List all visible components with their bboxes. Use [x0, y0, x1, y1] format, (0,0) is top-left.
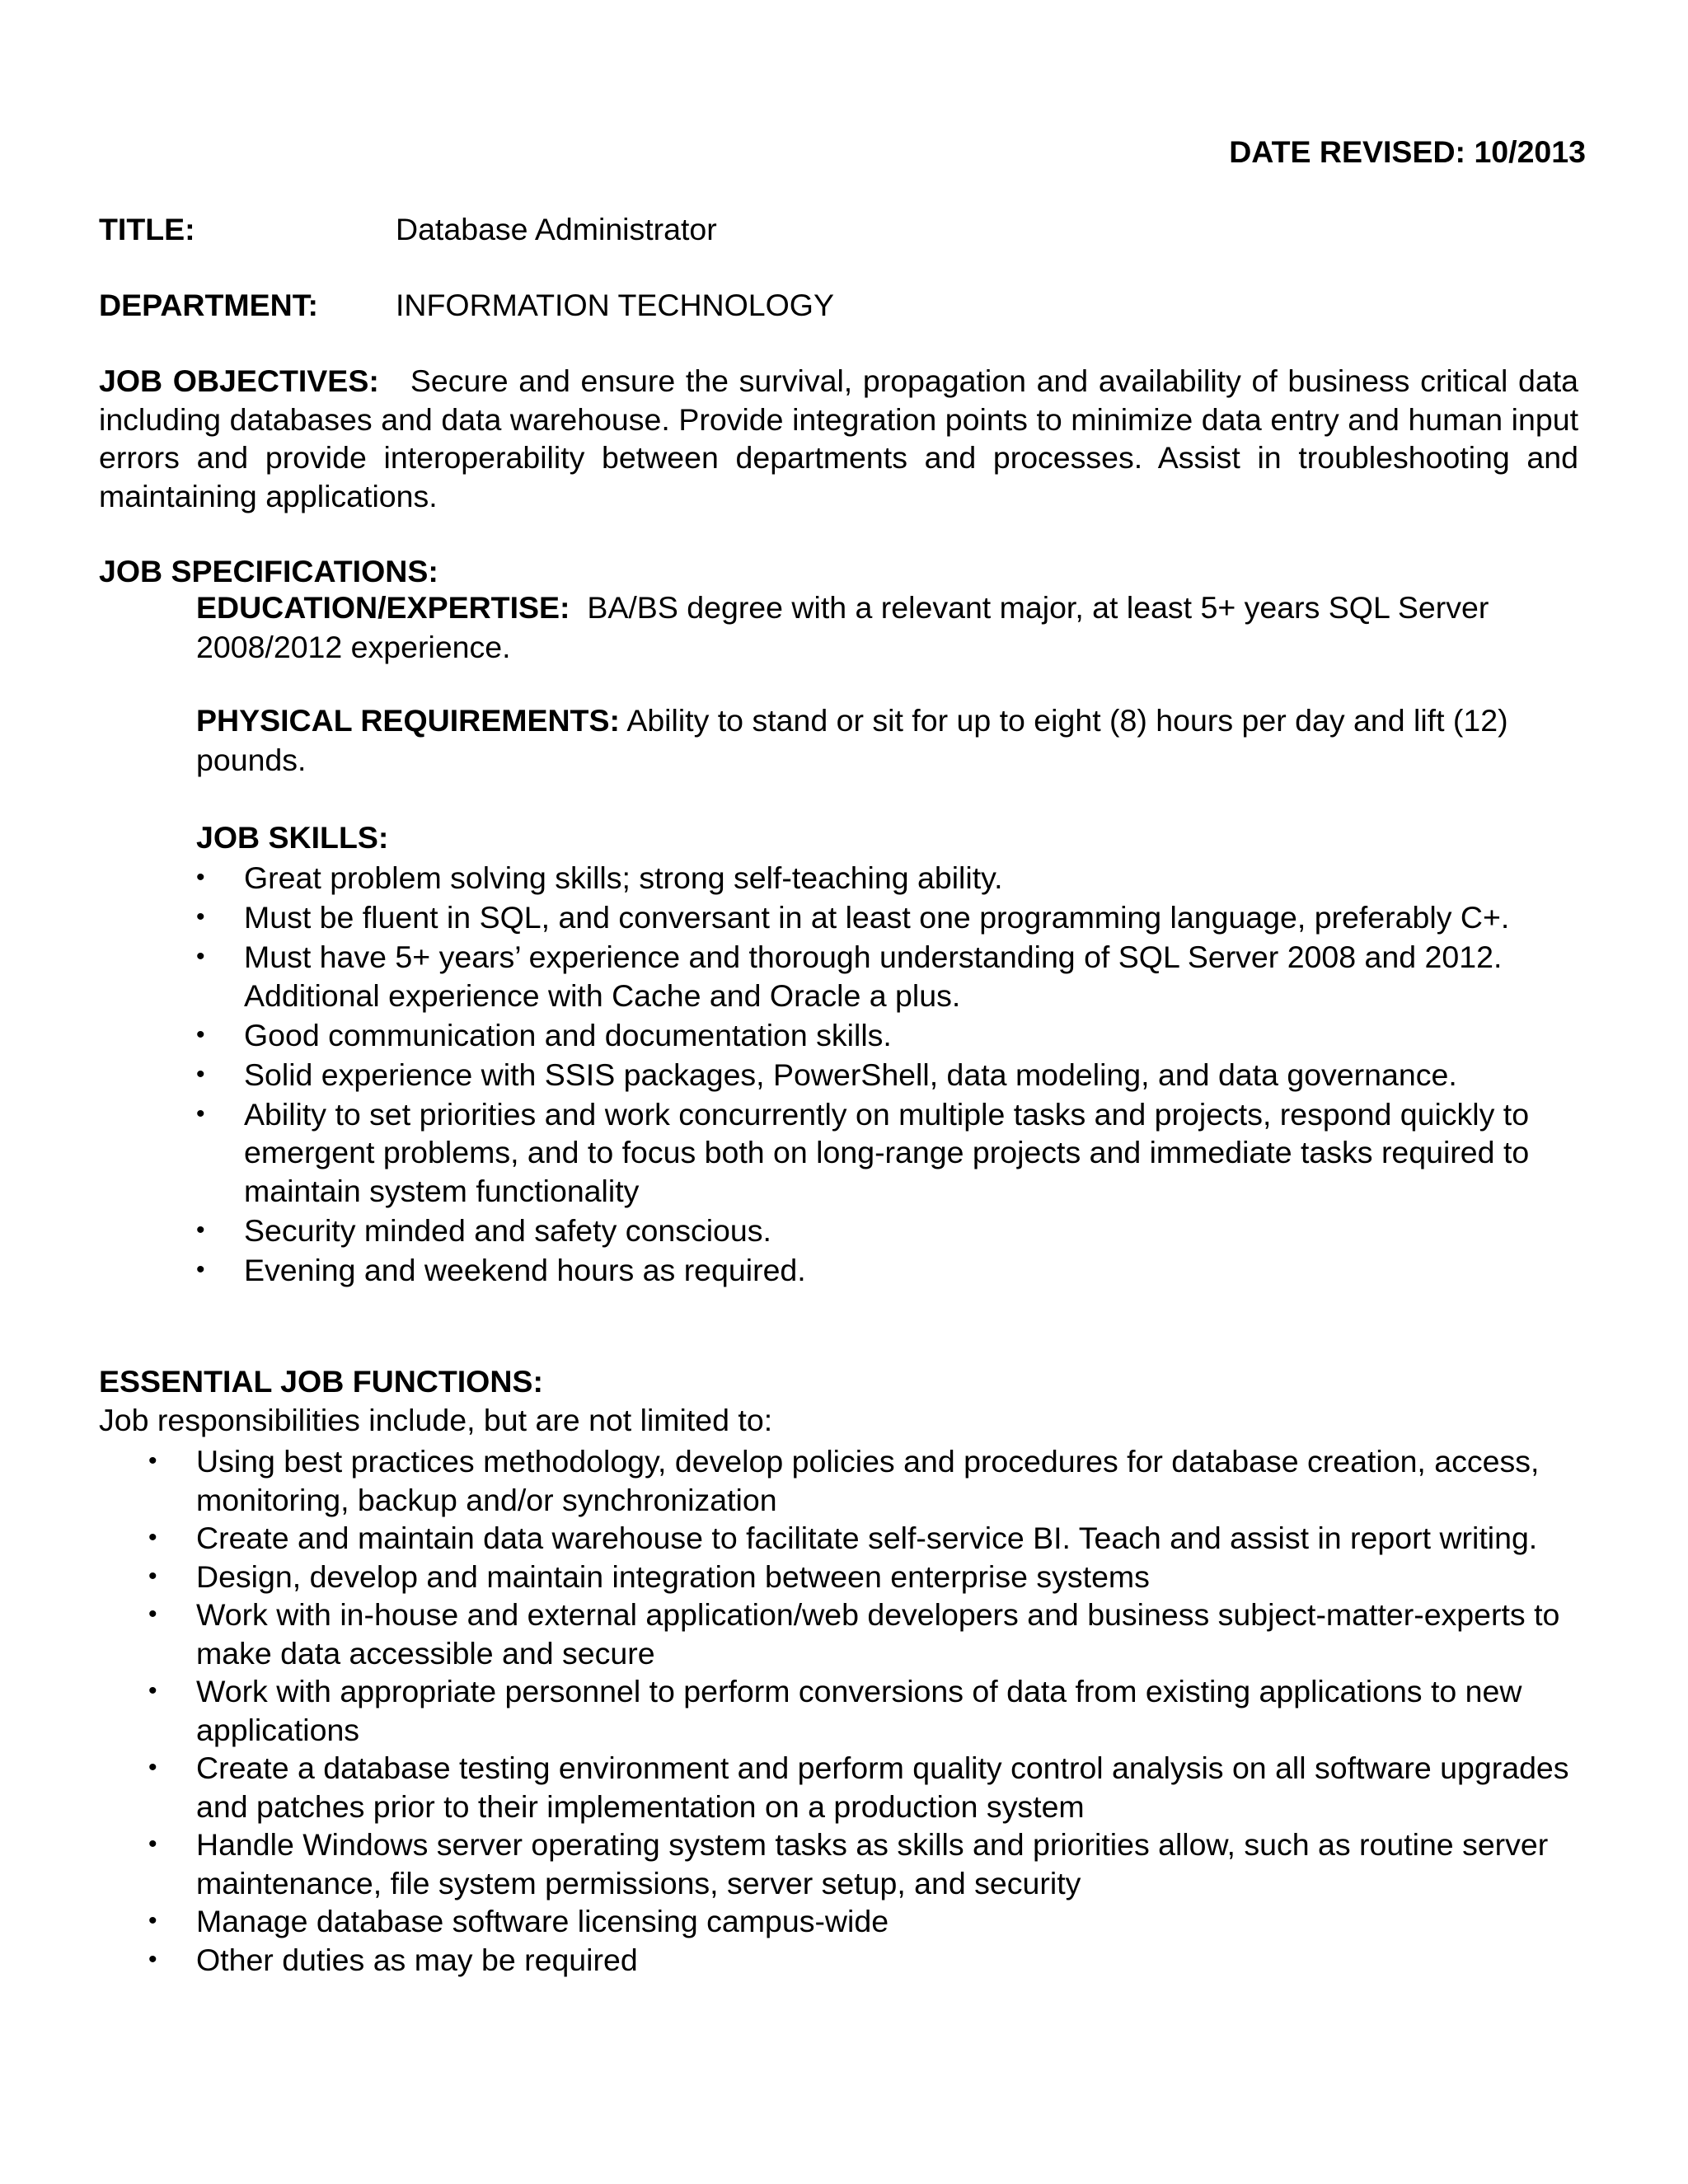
list-item-text: Handle Windows server operating system tasks as skills and priorities allow, such as routine server maintenance, file system permissions, server setup, and security	[196, 1827, 1549, 1900]
list-item-text: Ability to set priorities and work concurrently on multiple tasks and projects, respond quickly to emergent problems, and to focus both on long-range projects and immediate tasks required to maintain system functionality	[244, 1096, 1530, 1208]
list-item-text: Solid experience with SSIS packages, PowerShell, data modeling, and data governance.	[244, 1057, 1457, 1092]
department-value: INFORMATION TECHNOLOGY	[396, 288, 834, 322]
list-item	[196, 1016, 1579, 1055]
bullet-icon: •	[148, 1524, 157, 1551]
job-objectives-text: Secure and ensure the survival, propagation and availability of business critical data including databases and data warehouse. Provide integration points to minimize data entry and human input errors and provide interoperability between departments and processes. Assist in troubleshooting and maintaining applications.	[99, 363, 1579, 513]
job-objectives-label: JOB OBJECTIVES:	[99, 363, 379, 398]
list-item	[148, 1941, 1581, 1980]
list-item-text: Other duties as may be required	[196, 1942, 638, 1977]
list-item	[196, 1095, 1579, 1211]
list-item	[148, 1442, 1581, 1519]
bullet-icon: •	[148, 1945, 157, 1973]
bullet-icon: •	[196, 903, 205, 930]
list-item	[196, 938, 1579, 1015]
list-item-text: Work with in-house and external application/web developers and business subject-matter-experts to make data accessible and secure	[196, 1597, 1560, 1671]
list-item-text: Security minded and safety conscious.	[244, 1212, 771, 1248]
list-item	[148, 1825, 1581, 1902]
list-item	[148, 1519, 1581, 1558]
bullet-icon: •	[148, 1677, 157, 1704]
list-item-text: Evening and weekend hours as required.	[244, 1252, 806, 1287]
list-item-text: Must have 5+ years’ experience and thorough understanding of SQL Server 2008 and 2012. Additional experience with Cache and Oracle a plus.	[244, 940, 1503, 1013]
job-objectives	[99, 362, 1578, 515]
bullet-icon: •	[196, 1216, 205, 1244]
list-item	[196, 898, 1579, 937]
bullet-icon: •	[196, 1255, 205, 1283]
physical-text: Ability to stand or sit for up to eight (8) hours per day and lift (12) pounds.	[196, 703, 1508, 777]
list-item-text: Design, develop and maintain integration between enterprise systems	[196, 1558, 1150, 1594]
job-skills-list	[196, 859, 1579, 1291]
department-label: DEPARTMENT:	[99, 288, 318, 322]
education-text: BA/BS degree with a relevant major, at least 5+ years SQL Server 2008/2012 experience.	[196, 590, 1489, 664]
bullet-icon: •	[148, 1601, 157, 1628]
physical-label: PHYSICAL REQUIREMENTS:	[196, 703, 620, 738]
list-item-text: Great problem solving skills; strong self-teaching ability.	[244, 860, 1003, 895]
list-item-text: Good communication and documentation skills.	[244, 1017, 892, 1052]
bullet-icon: •	[196, 864, 205, 891]
bullet-icon: •	[196, 943, 205, 970]
title-label: TITLE:	[99, 212, 195, 246]
bullet-icon: •	[196, 1020, 205, 1048]
title-value: Database Administrator	[396, 212, 717, 246]
bullet-icon: •	[196, 1060, 205, 1088]
list-item-text: Work with appropriate personnel to perform conversions of data from existing applications to new applications	[196, 1674, 1522, 1747]
list-item-text: Using best practices methodology, develop policies and procedures for database creation, access, monitoring, backup and/or synchronization	[196, 1444, 1540, 1517]
list-item	[196, 1251, 1579, 1290]
bullet-icon: •	[148, 1907, 157, 1934]
list-item-text: Create a database testing environment and perform quality control analysis on all software upgrades and patches prior to their implementation on a production system	[196, 1750, 1569, 1824]
essential-functions-list	[148, 1442, 1581, 1979]
essential-functions-intro: Job responsibilities include, but are not limited to:	[99, 1403, 773, 1437]
essential-functions-heading: ESSENTIAL JOB FUNCTIONS:	[99, 1364, 543, 1399]
education-label: EDUCATION/EXPERTISE:	[196, 590, 570, 625]
bullet-icon: •	[196, 1099, 205, 1127]
list-item	[196, 1056, 1579, 1094]
job-skills-heading: JOB SKILLS:	[196, 820, 389, 855]
list-item	[196, 1212, 1579, 1250]
list-item	[148, 1558, 1581, 1596]
list-item	[196, 859, 1579, 898]
bullet-icon: •	[148, 1754, 157, 1781]
list-item	[148, 1672, 1581, 1749]
list-item	[148, 1749, 1581, 1825]
physical-requirements	[196, 701, 1581, 780]
job-specifications-heading: JOB SPECIFICATIONS:	[99, 554, 438, 588]
bullet-icon: •	[148, 1562, 157, 1590]
list-item-text: Must be fluent in SQL, and conversant in at least one programming language, preferably C+.	[244, 900, 1510, 935]
date-revised: DATE REVISED: 10/2013	[1229, 134, 1586, 169]
education-expertise	[196, 588, 1581, 667]
list-item	[148, 1902, 1581, 1941]
bullet-icon: •	[148, 1830, 157, 1858]
list-item	[148, 1596, 1581, 1672]
list-item-text: Create and maintain data warehouse to facilitate self-service BI. Teach and assist in report writing.	[196, 1521, 1538, 1555]
bullet-icon: •	[148, 1447, 157, 1474]
list-item-text: Manage database software licensing campus-wide	[196, 1904, 889, 1938]
